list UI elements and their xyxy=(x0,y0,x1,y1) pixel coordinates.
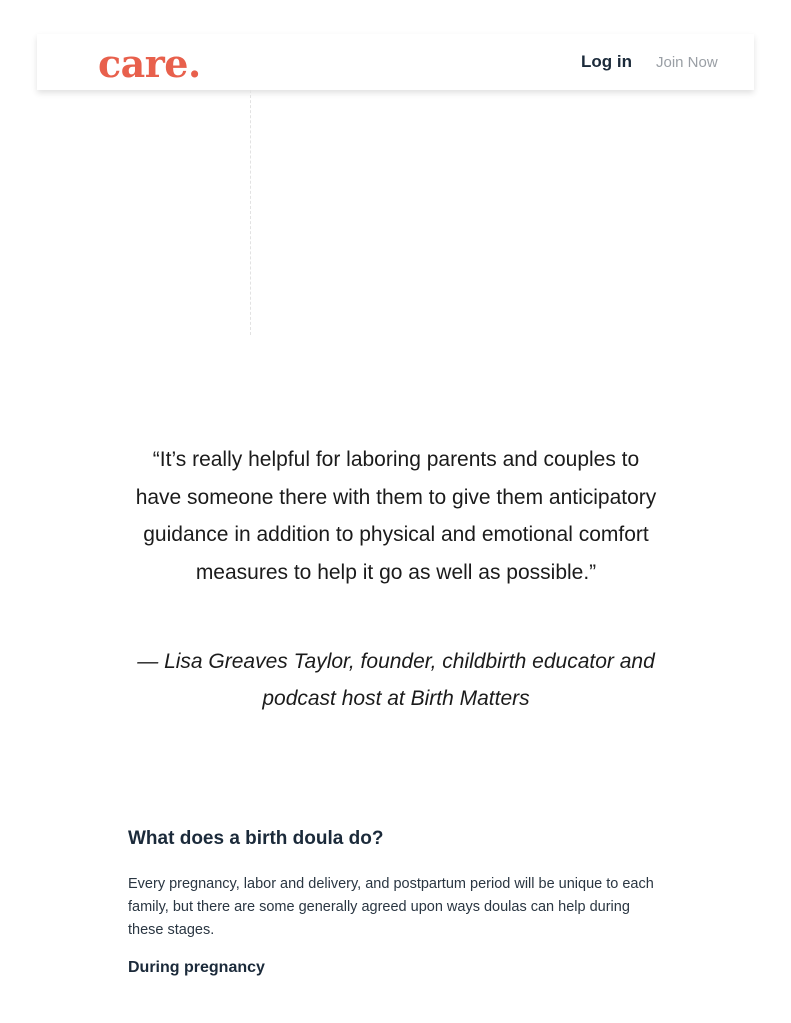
section-heading: What does a birth doula do? xyxy=(128,828,384,849)
care-logo[interactable]: care. xyxy=(98,41,201,86)
site-header xyxy=(37,34,754,90)
quote-attribution: — Lisa Greaves Taylor, founder, childbirth educator and podcast host at Birth Matters xyxy=(137,650,655,710)
subsection-heading: During pregnancy xyxy=(128,959,265,976)
dashed-divider xyxy=(250,90,251,335)
login-link[interactable]: Log in xyxy=(581,52,632,71)
section-paragraph: Every pregnancy, labor and delivery, and postpartum period will be unique to each family, but there are some generally agreed upon ways doulas can help during these stages. xyxy=(128,876,654,938)
join-now-link[interactable]: Join Now xyxy=(656,54,718,71)
pull-quote: “It’s really helpful for laboring parents and couples to have someone there with them to give them anticipatory guidance in addition to physical and emotional comfort measures to help it go as well as possible.” xyxy=(135,448,657,584)
